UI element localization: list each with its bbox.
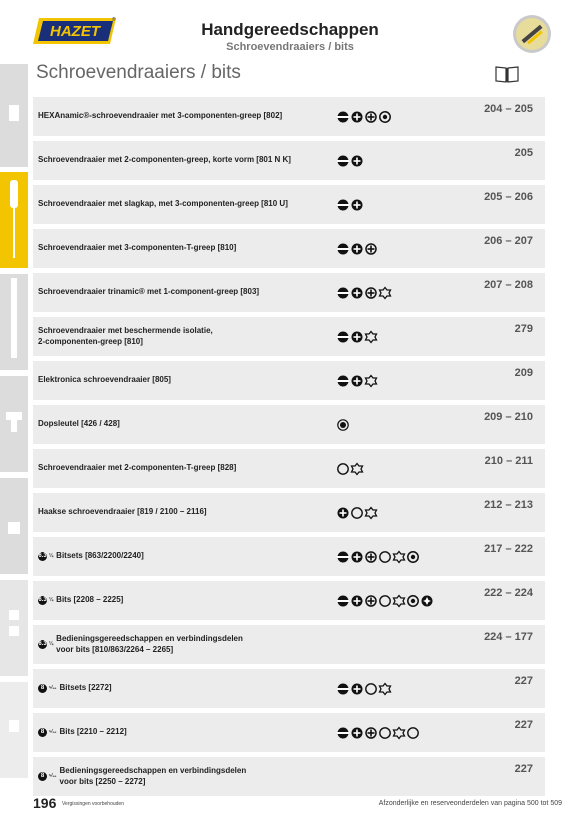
table-row[interactable] <box>33 713 545 752</box>
svg-text:®: ® <box>112 17 116 23</box>
page-reference[interactable]: 205 – 206 <box>484 191 533 203</box>
torx-outline-icon <box>392 550 406 564</box>
drive-size-badge: 8 <box>38 684 47 693</box>
table-row[interactable] <box>33 229 545 268</box>
drive-type-icons <box>336 493 378 532</box>
product-name: HEXAnamic®-schroevendraaier met 3-componenten-greep [802] <box>38 111 283 121</box>
slot-icon <box>336 594 350 608</box>
service-icon <box>0 580 28 676</box>
torx-outline-icon <box>392 726 406 740</box>
phillips-icon <box>350 550 364 564</box>
pliers-icon <box>0 274 28 370</box>
pozidriv-icon <box>364 110 378 124</box>
table-row[interactable] <box>33 669 545 708</box>
tab-wrench[interactable] <box>0 97 28 167</box>
torx-outline-icon <box>378 682 392 696</box>
page-reference[interactable]: 227 <box>514 675 533 687</box>
drive-size-label: ⁵⁄₁₆ <box>49 685 57 692</box>
slot-icon <box>336 682 350 696</box>
drive-size-label: ⁵⁄₁₆ <box>49 729 57 736</box>
row-label <box>38 273 338 312</box>
slot-icon <box>336 330 350 344</box>
slot-icon <box>336 286 350 300</box>
wrench-icon <box>0 97 28 167</box>
product-name: Schroevendraaier met 3-componenten-T-greep [810] <box>38 243 237 253</box>
page-reference[interactable]: 212 – 213 <box>484 499 533 511</box>
product-name: Dopsleutel [426 / 428] <box>38 419 120 429</box>
table-row[interactable] <box>33 449 545 488</box>
hex-icon <box>364 682 378 696</box>
page-header-title: Handgereedschappen <box>201 20 379 39</box>
page-reference[interactable]: 227 <box>514 719 533 731</box>
page-number: 196 <box>33 795 57 811</box>
torx-icon <box>406 594 420 608</box>
row-label <box>38 625 338 664</box>
drive-size-badge: 6.3 <box>38 641 47 647</box>
row-label <box>38 141 338 180</box>
page-reference[interactable]: 227 <box>514 763 533 775</box>
product-name: Schroevendraaier met 2-componenten-T-greep [828] <box>38 463 237 473</box>
pozidriv-icon <box>364 726 378 740</box>
torx-outline-icon <box>392 594 406 608</box>
svg-text:HAZET: HAZET <box>50 23 100 40</box>
table-row[interactable] <box>33 405 545 444</box>
row-label <box>38 317 338 356</box>
phillips-icon <box>350 110 364 124</box>
hammer-icon <box>0 376 28 472</box>
table-row[interactable] <box>33 273 545 312</box>
tab-measuring[interactable] <box>0 478 28 574</box>
page-reference[interactable]: 207 – 208 <box>484 279 533 291</box>
pozidriv-icon <box>364 550 378 564</box>
page-reference[interactable]: 209 – 210 <box>484 411 533 423</box>
product-name: Bits [2210 – 2212] <box>59 727 127 737</box>
table-row[interactable] <box>33 625 545 664</box>
page-reference[interactable]: 206 – 207 <box>484 235 533 247</box>
section-title: Schroevendraaiers / bits <box>36 62 241 83</box>
product-name: Schroevendraaier met 2-componenten-greep, korte vorm [801 N K] <box>38 155 291 165</box>
drive-size-label: ⁵⁄₁₆ <box>49 773 57 780</box>
hex-icon <box>378 550 392 564</box>
tab-pliers[interactable] <box>0 274 28 370</box>
row-label <box>38 493 338 532</box>
torx-outline-icon <box>364 374 378 388</box>
phillips-icon <box>336 506 350 520</box>
page-reference[interactable]: 217 – 222 <box>484 543 533 555</box>
book-icon[interactable] <box>494 64 520 84</box>
screwdriver-icon <box>0 172 28 268</box>
page-reference[interactable]: 224 – 177 <box>484 631 533 643</box>
product-name: Schroevendraaier met slagkap, met 3-componenten-greep [810 U] <box>38 199 288 209</box>
page-reference[interactable]: 209 <box>514 367 533 379</box>
phillips-icon <box>350 242 364 256</box>
slot-icon <box>336 550 350 564</box>
row-label <box>38 669 338 708</box>
product-name: Elektronica schroevendraaier [805] <box>38 375 171 385</box>
phillips-icon <box>350 198 364 212</box>
table-row[interactable] <box>33 361 545 400</box>
product-name: Haakse schroevendraaier [819 / 2100 – 2116] <box>38 507 207 517</box>
drive-type-icons <box>336 317 378 356</box>
info-icon <box>0 682 28 778</box>
page-reference[interactable]: 210 – 211 <box>484 455 533 467</box>
hex-icon <box>336 462 350 476</box>
spline-icon <box>420 594 434 608</box>
product-name: Bedieningsgereedschappen en verbindingsdelen voor bits [810/863/2264 – 2265] <box>56 634 243 654</box>
row-label <box>38 97 338 136</box>
drive-size-badge: 8 <box>38 772 47 781</box>
row-label <box>38 229 338 268</box>
screwdriver-bits-icon <box>512 14 552 54</box>
slot-icon <box>336 110 350 124</box>
drive-size-badge: 6.3 <box>38 553 47 559</box>
torx-icon <box>378 110 392 124</box>
phillips-icon <box>350 594 364 608</box>
row-label <box>38 405 338 444</box>
drive-size-label: ¼ <box>49 597 54 604</box>
drive-type-icons <box>336 361 378 400</box>
drive-type-icons <box>336 713 420 752</box>
torx-outline-icon <box>350 462 364 476</box>
pozidriv-icon <box>364 594 378 608</box>
table-row[interactable] <box>33 141 545 180</box>
hex-icon <box>378 726 392 740</box>
slot-icon <box>336 374 350 388</box>
drive-size-label: ¼ <box>49 641 54 648</box>
table-row[interactable] <box>33 493 545 532</box>
hex-icon <box>350 506 364 520</box>
phillips-icon <box>350 374 364 388</box>
page-reference[interactable]: 222 – 224 <box>484 587 533 599</box>
pozidriv-icon <box>364 242 378 256</box>
row-label <box>38 361 338 400</box>
torx-outline-icon <box>364 506 378 520</box>
hex-icon <box>378 594 392 608</box>
page-reference[interactable]: 279 <box>514 323 533 335</box>
row-label <box>38 581 338 620</box>
phillips-icon <box>350 682 364 696</box>
footer-reference: Afzonderlijke en reserveonderdelen van pagina 500 tot 509 <box>378 800 562 807</box>
product-table <box>33 97 545 801</box>
slot-icon <box>336 726 350 740</box>
chapter-tabs <box>0 64 28 664</box>
pozidriv-icon <box>364 286 378 300</box>
socket-icon <box>336 418 350 432</box>
drive-size-badge: 6.3 <box>38 597 47 603</box>
tab-hammer[interactable] <box>0 376 28 472</box>
product-name: Schroevendraaier trinamic® met 1-component-greep [803] <box>38 287 260 297</box>
torx-outline-icon <box>378 286 392 300</box>
phillips-icon <box>350 726 364 740</box>
product-name: Bitsets [2272] <box>59 683 112 693</box>
row-label <box>38 713 338 752</box>
drive-size-badge: 8 <box>38 728 47 737</box>
drive-type-icons <box>336 581 434 620</box>
page-reference[interactable]: 205 <box>514 147 533 159</box>
slot-icon <box>336 154 350 168</box>
page-reference[interactable]: 204 – 205 <box>484 103 533 115</box>
drive-size-label: ¼ <box>49 553 54 560</box>
drive-type-icons <box>336 141 364 180</box>
slot-icon <box>336 242 350 256</box>
table-row[interactable] <box>33 317 545 356</box>
slot-icon <box>336 198 350 212</box>
table-row[interactable] <box>33 581 545 620</box>
tab-service[interactable] <box>0 580 28 676</box>
torx-outline-icon <box>364 330 378 344</box>
table-row[interactable] <box>33 97 545 136</box>
tab-screwdrivers-active[interactable] <box>0 172 28 268</box>
drive-type-icons <box>336 97 392 136</box>
table-row[interactable] <box>33 537 545 576</box>
measuring-icon <box>0 478 28 574</box>
row-label <box>38 185 338 224</box>
page-header-subtitle: Schroevendraaiers / bits <box>226 41 354 53</box>
product-name: Bits [2208 – 2225] <box>56 595 124 605</box>
hex-icon <box>406 726 420 740</box>
drive-type-icons <box>336 449 364 488</box>
drive-type-icons <box>336 669 392 708</box>
drive-type-icons <box>336 537 420 576</box>
footer-note: Vergissingen voorbehouden <box>62 801 124 807</box>
drive-type-icons <box>336 405 350 444</box>
drive-type-icons <box>336 229 378 268</box>
tab-info[interactable] <box>0 682 28 778</box>
product-name: Bedieningsgereedschappen en verbindingsdelen voor bits [2250 – 2272] <box>59 766 247 786</box>
phillips-icon <box>350 286 364 300</box>
table-row[interactable] <box>33 757 545 796</box>
row-label <box>38 449 338 488</box>
product-name: Bitsets [863/2200/2240] <box>56 551 144 561</box>
table-row[interactable] <box>33 185 545 224</box>
phillips-icon <box>350 154 364 168</box>
row-label <box>38 537 338 576</box>
drive-type-icons <box>336 273 392 312</box>
torx-icon <box>406 550 420 564</box>
phillips-icon <box>350 330 364 344</box>
product-name: Schroevendraaier met beschermende isolatie, 2-componenten-greep [810] <box>38 326 213 346</box>
row-label <box>38 757 338 796</box>
drive-type-icons <box>336 185 364 224</box>
